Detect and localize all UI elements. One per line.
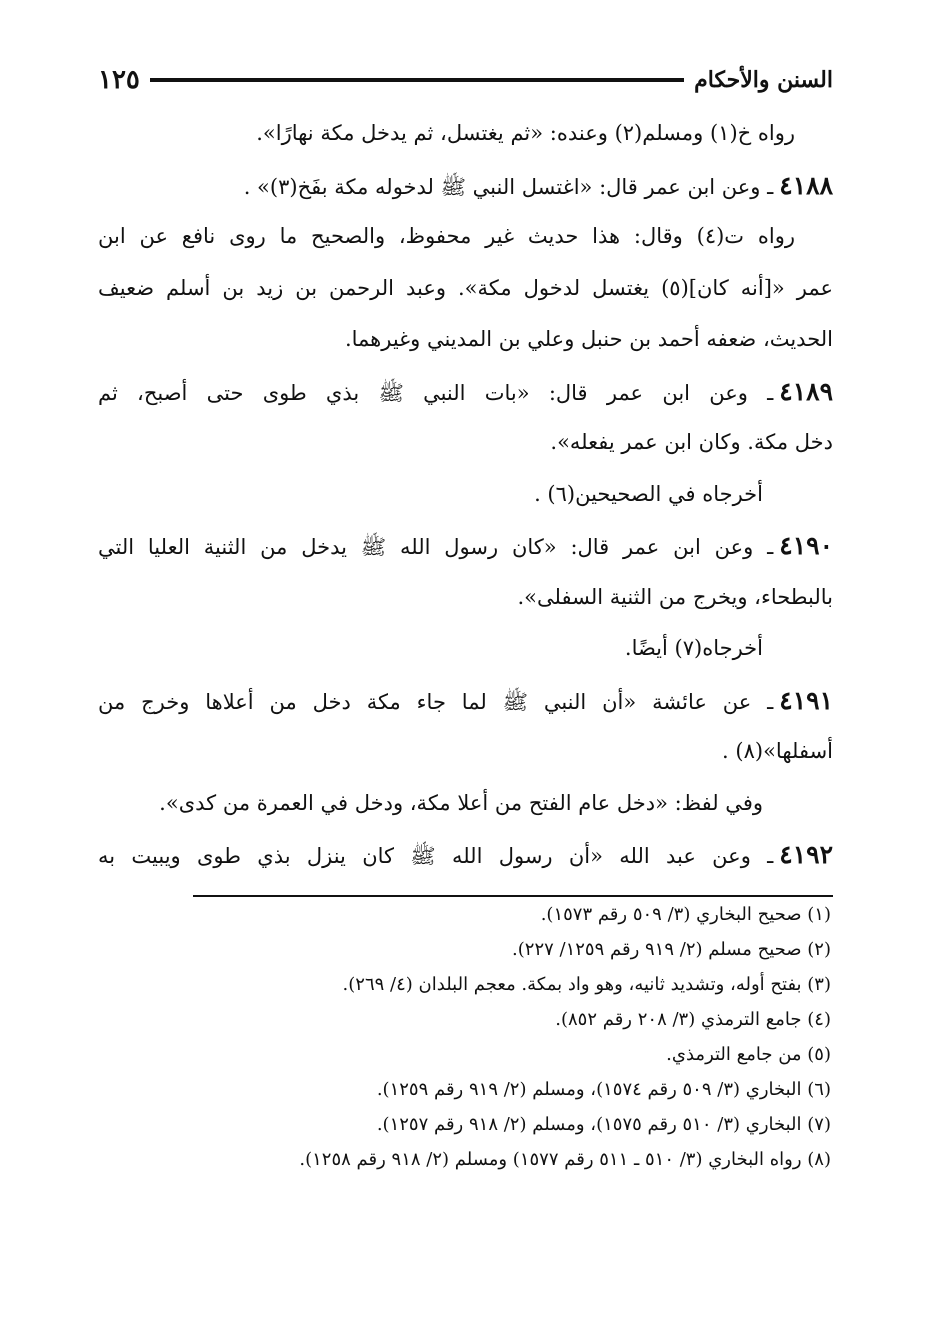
page — [98, 58, 833, 1177]
footnote: (٤) جامع الترمذي (٣/ ٢٠٨ رقم ٨٥٢). — [555, 1008, 831, 1030]
hadith-4192: ٤١٩٢ـ وعن عبد الله «أن رسول الله ﷺ كان ينزل بذي طوى ويبيت به — [98, 840, 833, 869]
text-line: أسفلها»(٨) . — [722, 739, 833, 763]
text-line: وفي لفظ: «دخل عام الفتح من أعلا مكة، ودخل في العمرة من كدى». — [159, 790, 763, 815]
hadith-4191: ٤١٩١ـ عن عائشة «أن النبي ﷺ لما جاء مكة دخل من أعلاها وخرج من — [98, 685, 833, 715]
text-line: دخل مكة. وكان ابن عمر يفعله». — [550, 430, 833, 454]
hadith-number: ٤١٩٢ — [779, 840, 833, 869]
footnote: (٧) البخاري (٣/ ٥١٠ رقم ١٥٧٥)، ومسلم (٢/ ٩١٨ رقم ١٢٥٧). — [376, 1113, 831, 1135]
hadith-number: ٤١٨٨ — [779, 170, 833, 200]
hadith-4190: ٤١٩٠ـ وعن ابن عمر قال: «كان رسول الله ﷺ يدخل من الثنية العليا التي — [98, 531, 833, 560]
text-line: بالبطحاء، ويخرج من الثنية السفلى». — [517, 584, 833, 609]
text-line: رواه خ(١) ومسلم(٢) وعنده: «ثم يغتسل، ثم يدخل مكة نهارًا». — [256, 121, 795, 145]
footnote: (٨) رواه البخاري (٣/ ٥١٠ ـ ٥١١ رقم ١٥٧٧) ومسلم (٢/ ٩١٨ رقم ١٢٥٨). — [299, 1148, 831, 1170]
footnote: (٦) البخاري (٣/ ٥٠٩ رقم ١٥٧٤)، ومسلم (٢/ ٩١٩ رقم ١٢٥٩). — [376, 1078, 831, 1100]
hadith-number: ٤١٩١ — [779, 685, 833, 715]
text-line: الحديث، ضعفه أحمد بن حنبل وعلي بن المديني وغيرهما. — [344, 327, 833, 351]
footnotes — [193, 895, 833, 1177]
footnote: (٢) صحيح مسلم (٢/ ٩١٩ رقم ١٢٥٩/ ٢٢٧). — [512, 938, 831, 960]
footnote: (١) صحيح البخاري (٣/ ٥٠٩ رقم ١٥٧٣). — [540, 903, 831, 925]
footnote: (٣) بفتح أوله، وتشديد ثانيه، وهو واد بمكة. معجم البلدان (٤/ ٢٦٩). — [342, 973, 831, 995]
hadith-number: ٤١٨٩ — [779, 376, 833, 406]
text-line: رواه ت(٤) وقال: هذا حديث غير محفوظ، والصحيح ما روى نافع عن ابن — [98, 224, 795, 248]
footnote: (٥) من جامع الترمذي. — [666, 1043, 831, 1065]
text-line: أخرجاه في الصحيحين(٦) . — [534, 481, 763, 506]
page-header — [98, 58, 833, 102]
hadith-4188: ٤١٨٨ـ وعن ابن عمر قال: «اغتسل النبي ﷺ لدخوله مكة بفَخ(٣)» . — [243, 170, 833, 200]
text-line: أخرجاه(٧) أيضًا. — [624, 636, 763, 660]
page-number: ١٢٥ — [98, 65, 140, 95]
header-rule — [150, 78, 684, 82]
running-title: السنن والأحكام — [694, 67, 833, 93]
hadith-number: ٤١٩٠ — [779, 531, 833, 560]
hadith-4189: ٤١٨٩ـ وعن ابن عمر قال: «بات النبي ﷺ بذي طوى حتى أصبح، ثم — [98, 376, 833, 406]
text-line: عمر «[أنه كان](٥) يغتسل لدخول مكة». وعبد الرحمن بن زيد بن أسلم ضعيف — [98, 275, 833, 300]
main-text — [98, 108, 833, 881]
